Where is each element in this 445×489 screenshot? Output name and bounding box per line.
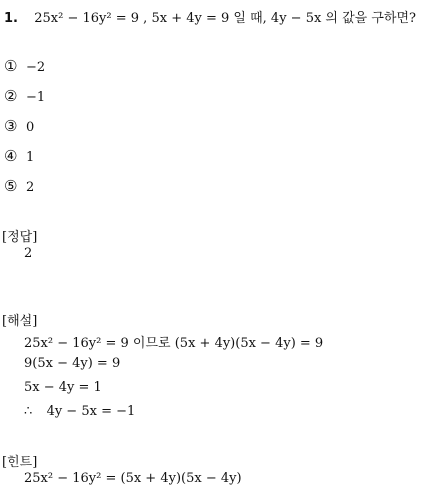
solution-text: 이므로 <box>128 336 175 351</box>
question-stem <box>4 7 416 26</box>
choice-marker: ① <box>4 57 18 75</box>
question-text-2: 의 값을 구하면? <box>321 11 417 26</box>
choice-marker: ④ <box>4 147 18 165</box>
solution-factored: (5x + 4y)(5x − 4y) = 9 <box>174 336 324 351</box>
solution-line-3: 5x − 4y = 1 <box>24 380 102 395</box>
solution-line-1 <box>24 332 323 351</box>
choice-3[interactable] <box>4 117 34 135</box>
choice-marker: ③ <box>4 117 18 135</box>
answer-value: 2 <box>24 246 33 261</box>
solution-label: [해설] <box>2 314 38 329</box>
choice-5[interactable] <box>4 177 34 195</box>
choice-value: −1 <box>26 90 46 105</box>
choice-marker: ② <box>4 87 18 105</box>
hint-line-1: 25x² − 16y² = (5x + 4y)(5x − 4y) <box>24 471 242 486</box>
question-text-1: 일 때, <box>229 11 271 26</box>
target-expression: 4y − 5x <box>270 11 322 26</box>
choice-value: 0 <box>26 120 35 135</box>
choice-4[interactable] <box>4 147 34 165</box>
choice-2[interactable] <box>4 87 45 105</box>
choice-1[interactable] <box>4 57 45 75</box>
equation-2: 5x + 4y = 9 <box>151 11 230 26</box>
choice-value: 2 <box>26 180 35 195</box>
solution-line-2: 9(5x − 4y) = 9 <box>24 356 121 371</box>
therefore-symbol: ∴ <box>24 404 33 419</box>
choice-value: −2 <box>26 60 46 75</box>
separator: , <box>139 11 152 26</box>
solution-result: 4y − 5x = −1 <box>46 404 136 419</box>
choice-value: 1 <box>26 150 35 165</box>
answer-label: [정답] <box>2 230 38 245</box>
solution-equation: 25x² − 16y² = 9 <box>24 336 129 351</box>
hint-label: [힌트] <box>2 455 38 470</box>
choice-marker: ⑤ <box>4 177 18 195</box>
equation-1: 25x² − 16y² = 9 <box>34 11 140 26</box>
question-number: 1. <box>4 11 18 26</box>
solution-line-4 <box>24 404 135 419</box>
